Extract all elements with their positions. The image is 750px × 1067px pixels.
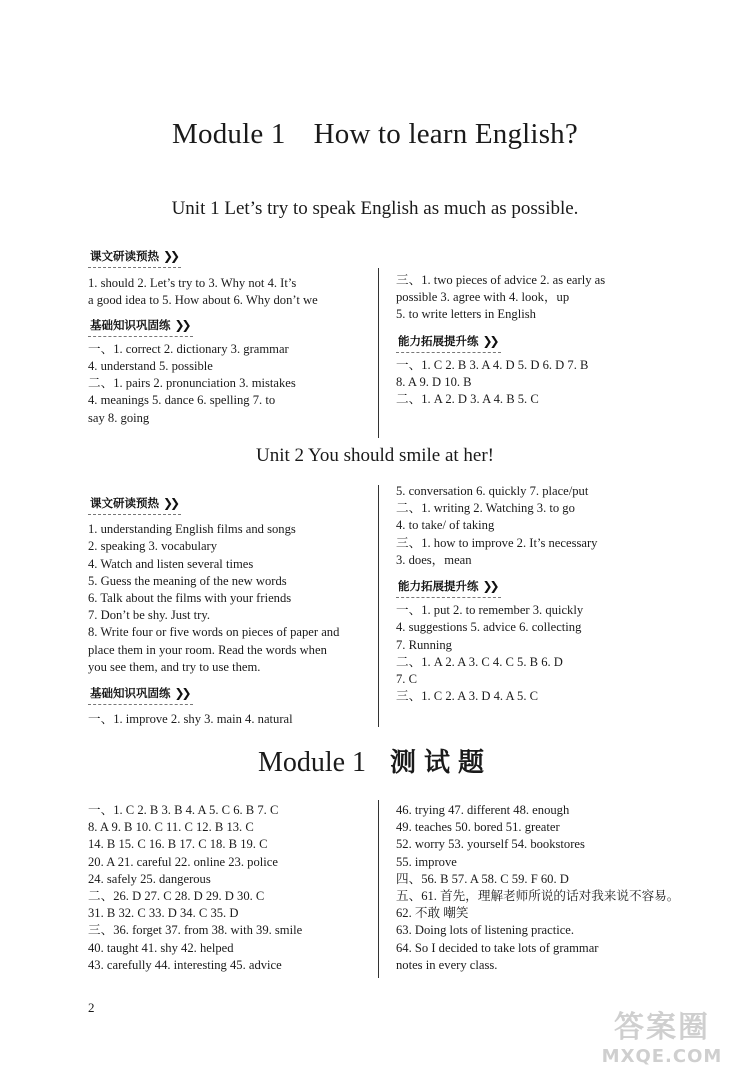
answer-line: 49. teaches 50. bored 51. greater	[396, 820, 560, 835]
test-title	[0, 742, 750, 779]
answer-line: notes in every class.	[396, 957, 498, 972]
module-title	[0, 118, 750, 151]
answer-line: a good idea to 5. How about 6. Why don’t we	[88, 293, 318, 308]
answer-line: 4. suggestions 5. advice 6. collecting	[396, 620, 582, 635]
answer-line: 4. meanings 5. dance 6. spelling 7. to	[88, 393, 276, 408]
chevron-right-icon: ❯❯	[174, 317, 189, 332]
answer-line: 一、1. correct 2. dictionary 3. grammar	[88, 341, 289, 356]
section-header-advanced: 能力拓展提升练 ❯❯	[396, 332, 501, 353]
answer-line: 8. A 9. B 10. C 11. C 12. B 13. C	[88, 820, 254, 835]
answer-line: 8. Write four or five words on pieces of paper and	[88, 625, 340, 640]
answer-line: 二、1. A 2. A 3. C 4. C 5. B 6. D	[396, 654, 563, 669]
answer-line: 7. C	[396, 672, 417, 687]
module-number: Module 1	[172, 118, 286, 150]
answer-line: 43. carefully 44. interesting 45. advice	[88, 957, 282, 972]
chevron-right-icon: ❯❯	[482, 579, 497, 594]
test-heading: 测试题	[390, 748, 493, 778]
unit1-title: Unit 1 Let’s try to speak English as much as possible.	[171, 198, 579, 219]
answer-line: 二、1. pairs 2. pronunciation 3. mistakes	[88, 376, 296, 391]
answer-line: 4. understand 5. possible	[88, 359, 213, 374]
answer-line: 2. speaking 3. vocabulary	[88, 539, 218, 554]
section-header-basic: 基础知识巩固练 ❯❯	[88, 684, 193, 705]
page-number: 2	[88, 1000, 95, 1015]
answer-line: 40. taught 41. shy 42. helped	[88, 940, 234, 955]
answer-line: 4. Watch and listen several times	[88, 556, 254, 571]
unit2-right-column	[396, 483, 597, 705]
answer-line: 一、1. improve 2. shy 3. main 4. natural	[88, 712, 293, 727]
unit2-left-column	[88, 494, 339, 728]
chevron-right-icon: ❯❯	[482, 333, 497, 348]
test-right-column	[396, 802, 679, 974]
answer-line: 二、1. writing 2. Watching 3. to go	[396, 501, 575, 516]
chevron-right-icon: ❯❯	[163, 249, 178, 263]
watermark-url: MXQE.COM	[601, 1046, 723, 1067]
answer-line: 31. B 32. C 33. D 34. C 35. D	[88, 906, 239, 921]
answer-line: 1. should 2. Let’s try to 3. Why not 4. It’s	[88, 276, 297, 291]
answer-line: 7. Running	[396, 637, 452, 652]
section-header-advanced: 能力拓展提升练 ❯❯	[396, 577, 501, 598]
answer-line: 14. B 15. C 16. B 17. C 18. B 19. C	[88, 837, 268, 852]
answer-line: 3. does，mean	[396, 552, 472, 567]
test-left-column	[88, 802, 302, 974]
test-module-number: Module 1	[257, 747, 367, 778]
answer-line: 二、1. A 2. D 3. A 4. B 5. C	[396, 392, 539, 407]
answer-line: 8. A 9. D 10. B	[396, 375, 472, 390]
section-header-basic: 基础知识巩固练 ❯❯	[88, 316, 193, 337]
answer-line: 一、1. C 2. B 3. B 4. A 5. C 6. B 7. C	[88, 803, 279, 817]
answer-line: 五、61. 首先，理解老师所说的话对我来说不容易。	[396, 889, 680, 904]
answer-line: 5. to write letters in English	[396, 307, 536, 322]
answer-line: 52. worry 53. yourself 54. bookstores	[396, 837, 585, 852]
chevron-right-icon: ❯❯	[174, 686, 189, 701]
answer-line: 三、1. how to improve 2. It’s necessary	[396, 535, 598, 550]
chevron-right-icon: ❯❯	[163, 496, 178, 510]
answer-line: 6. Talk about the films with your friends	[88, 591, 292, 606]
answer-line: 三、1. two pieces of advice 2. as early as	[396, 273, 606, 287]
answer-line: 4. to take/ of taking	[396, 518, 495, 533]
answer-line: 5. Guess the meaning of the new words	[88, 573, 287, 588]
column-divider	[378, 800, 379, 978]
unit2-title: Unit 2 You should smile at her!	[255, 445, 495, 466]
answer-line: 二、26. D 27. C 28. D 29. D 30. C	[88, 889, 265, 904]
answer-line: 一、1. C 2. B 3. A 4. D 5. D 6. D 7. B	[396, 357, 589, 372]
section-header-preview: 课文研读预热 ❯❯	[88, 247, 181, 268]
section-header-preview: 课文研读预热 ❯❯	[88, 494, 181, 515]
answer-line: 20. A 21. careful 22. online 23. police	[88, 854, 278, 869]
module-subtitle: How to learn English?	[313, 118, 578, 150]
answer-line: 55. improve	[396, 854, 457, 869]
answer-line: possible 3. agree with 4. look，up	[396, 290, 570, 305]
column-divider	[378, 268, 379, 438]
unit1-right-column	[396, 272, 605, 408]
unit1-left-column	[88, 247, 318, 427]
answer-line: say 8. going	[88, 410, 150, 425]
answer-line: 四、56. B 57. A 58. C 59. F 60. D	[396, 871, 569, 886]
answer-line: 三、36. forget 37. from 38. with 39. smile	[88, 923, 303, 938]
column-divider	[378, 485, 379, 727]
answer-line: 5. conversation 6. quickly 7. place/put	[396, 484, 589, 498]
answer-line: 一、1. put 2. to remember 3. quickly	[396, 603, 584, 618]
answer-line: 24. safely 25. dangerous	[88, 871, 211, 886]
answer-line: 7. Don’t be shy. Just try.	[88, 608, 210, 623]
answer-line: 63. Doing lots of listening practice.	[396, 923, 575, 938]
answer-line: place them in your room. Read the words when	[88, 642, 327, 657]
answer-line: you see them, and try to use them.	[88, 659, 261, 674]
answer-line: 62. 不敢 嘲笑	[396, 906, 469, 921]
answer-line: 三、1. C 2. A 3. D 4. A 5. C	[396, 689, 539, 704]
answer-line: 1. understanding English films and songs	[88, 522, 296, 537]
watermark-logo	[592, 1002, 732, 1067]
watermark-text: 答案圈	[614, 1010, 710, 1045]
answer-line: 46. trying 47. different 48. enough	[396, 803, 570, 817]
answer-line: 64. So I decided to take lots of grammar	[396, 940, 599, 955]
